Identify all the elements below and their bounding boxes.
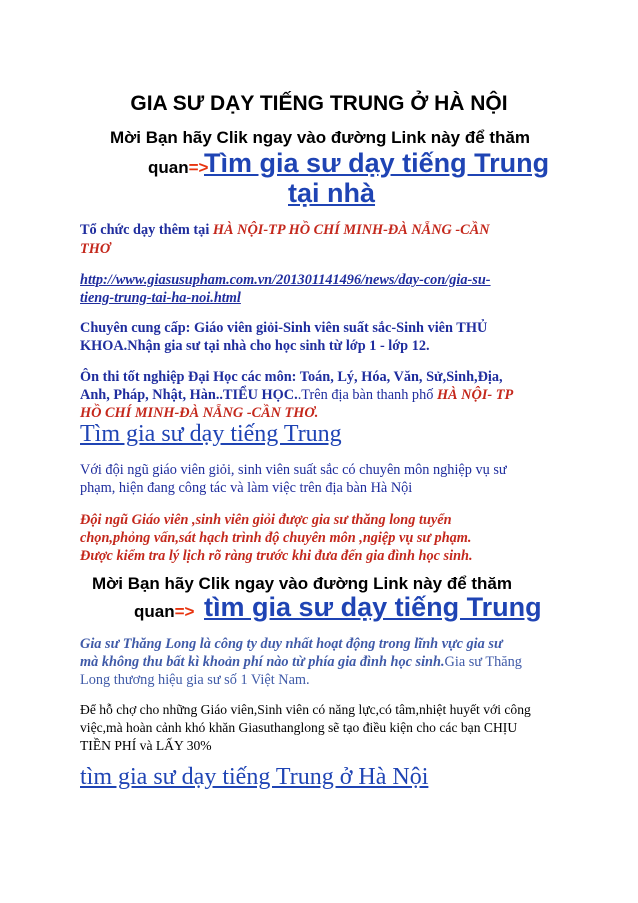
review-line-2 bbox=[80, 387, 513, 404]
invite-line-2: Mời Bạn hãy Clik ngay vào đường Link này để thăm bbox=[92, 574, 513, 593]
support-line-3: TIỀN PHÍ và LẤY 30% bbox=[80, 738, 212, 753]
organize-cities: HÀ NỘI-TP HỒ CHÍ MINH-ĐÀ NẴNG -CẦN bbox=[212, 222, 490, 238]
review-line-3: HỒ CHÍ MINH-ĐÀ NẴNG -CẦN THƠ. bbox=[80, 405, 319, 421]
organize-label: Tổ chức dạy thêm tại bbox=[80, 222, 210, 238]
invite-quan-2 bbox=[134, 602, 194, 622]
invite-quan-text: quan bbox=[134, 602, 175, 621]
tutor-hanoi-heading-link[interactable]: tìm gia sư dạy tiếng Trung ở Hà Nội bbox=[80, 764, 429, 790]
review-cities: HÀ NỘI- TP bbox=[436, 387, 514, 403]
tutor-heading-link[interactable]: Tìm gia sư dạy tiếng Trung bbox=[80, 421, 342, 447]
organize-line-1 bbox=[80, 222, 490, 239]
source-url-line-2[interactable]: tieng-trung-tai-ha-noi.html bbox=[80, 290, 241, 306]
page-title: GIA SƯ DẠY TIẾNG TRUNG Ở HÀ NỘI bbox=[130, 92, 508, 115]
supply-line-1: Chuyên cung cấp: Giáo viên giỏi-Sinh viên suất sắc-Sinh viên THỦ bbox=[80, 320, 488, 336]
invite-quan-1 bbox=[148, 158, 208, 178]
arrow-symbol: => bbox=[188, 158, 209, 177]
supply-line-2: KHOA.Nhận gia sư tại nhà cho học sinh từ lớp 1 - lớp 12. bbox=[80, 338, 430, 354]
teachers-line-2: chọn,phỏng vấn,sát hạch trình độ chuyên môn ,ngiệp vụ sư phạm. bbox=[80, 530, 472, 546]
tutor-link-1-cont[interactable]: tại nhà bbox=[288, 178, 376, 208]
company-brand: Gia sư Thăng bbox=[444, 654, 522, 670]
tutor-link-1[interactable]: Tìm gia sư dạy tiếng Trung bbox=[204, 148, 550, 178]
arrow-symbol: => bbox=[174, 602, 195, 621]
review-subjects: Anh, Pháp, Nhật, Hàn..TIỂU HỌC. bbox=[80, 387, 298, 403]
organize-line-2: THƠ bbox=[80, 241, 111, 257]
company-line-1: Gia sư Thăng Long là công ty duy nhất hoạt động trong lĩnh vực gia sư bbox=[80, 636, 503, 652]
source-url-line-1[interactable]: http://www.giasusupham.com.vn/201301141496/news/day-con/gia-su- bbox=[80, 272, 491, 288]
team-line-1: Với đội ngũ giáo viên giỏi, sinh viên suất sắc có chuyên môn nghiệp vụ sư bbox=[80, 462, 507, 478]
invite-line-1: Mời Bạn hãy Clik ngay vào đường Link này để thăm bbox=[110, 128, 531, 147]
support-line-1: Để hỗ chợ cho những Giáo viên,Sinh viên có năng lực,có tâm,nhiệt huyết với công bbox=[80, 702, 531, 717]
teachers-line-1: Đội ngũ Giáo viên ,sinh viên giỏi được gia sư thăng long tuyển bbox=[80, 512, 452, 528]
team-line-2: phạm, hiện đang công tác và làm việc trên địa bàn Hà Nội bbox=[80, 480, 413, 496]
teachers-line-3: Được kiểm tra lý lịch rõ ràng trước khi đưa đến gia đình học sinh. bbox=[80, 548, 473, 564]
tutor-link-2[interactable]: tìm gia sư dạy tiếng Trung bbox=[204, 592, 542, 622]
review-area: .Trên địa bàn thanh phố bbox=[297, 387, 437, 403]
company-line-3: Long thương hiệu gia sư số 1 Việt Nam. bbox=[80, 672, 310, 688]
company-line-2 bbox=[80, 654, 522, 671]
company-free-note: mà không thu bất kì khoản phí nào từ phía gia đình học sinh. bbox=[80, 654, 445, 670]
invite-quan-text: quan bbox=[148, 158, 189, 177]
support-line-2: việc,mà hoàn cảnh khó khăn Giasuthanglong sẽ tạo điều kiện cho các bạn CHỊU bbox=[80, 720, 518, 735]
review-line-1: Ôn thi tốt nghiệp Đại Học các môn: Toán, Lý, Hóa, Văn, Sử,Sinh,Địa, bbox=[80, 369, 503, 385]
